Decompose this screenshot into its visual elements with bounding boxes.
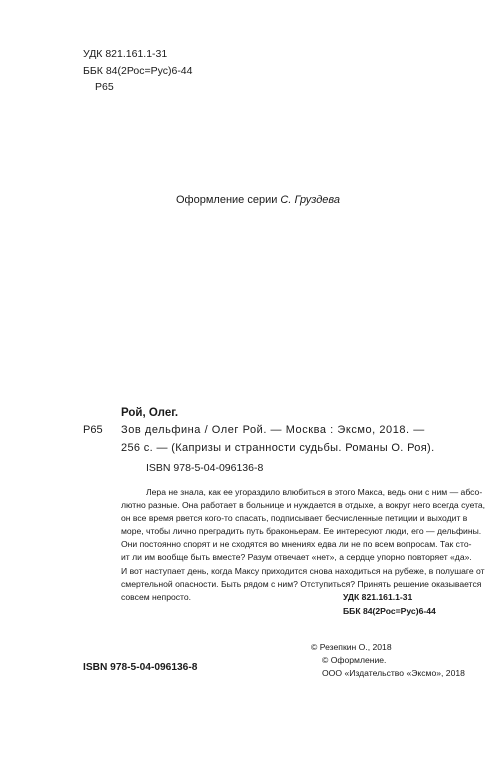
- author-heading: Рой, Олег.: [121, 407, 179, 419]
- udk-code-bottom: УДК 821.161.1-31: [343, 592, 413, 602]
- author-mark: Р65: [95, 81, 114, 93]
- isbn-bottom: ISBN 978-5-04-096136-8: [83, 662, 198, 673]
- annotation-text: [121, 486, 486, 604]
- annotation-line: Лера не знала, как ее угораздило влюбиться в этого Макса, ведь они с ним — абсо-: [146, 487, 483, 497]
- annotation-line: И вот наступает день, когда Максу приходится снова находиться на рубеже, в полушаге от: [121, 565, 485, 576]
- annotation-line: лютно разные. Она работает в больнице и нуждается в отдыхе, а вокруг него всегда суета,: [121, 500, 486, 511]
- classification-codes-bottom: [343, 590, 436, 618]
- copyright-design: © Оформление.: [322, 654, 387, 665]
- author-mark-left: Р65: [83, 424, 103, 436]
- bibliographic-line-2: 256 с. — (Капризы и странности судьбы. Романы О. Роя).: [121, 442, 435, 454]
- bibliographic-line-1: Зов дельфина / Олег Рой. — Москва : Эксмо, 2018. —: [121, 424, 425, 436]
- annotation-line: море, чтобы лично преградить путь браконьерам. Ее интересуют люди, его — дельфины.: [121, 526, 482, 537]
- udk-code: УДК 821.161.1-31: [83, 48, 168, 60]
- isbn-main: ISBN 978-5-04-096136-8: [146, 462, 264, 474]
- copyright-author: © Резепкин О., 2018: [311, 642, 392, 652]
- annotation-line: Они постоянно спорят и не сходятся во мнениях едва ли не по всем вопросам. Так сто-: [121, 539, 472, 550]
- bbk-code: ББК 84(2Рос=Рус)6-44: [83, 64, 193, 77]
- series-design-credit: [176, 194, 340, 206]
- bbk-code-bottom: ББК 84(2Рос=Рус)6-44: [343, 606, 436, 616]
- copyright-block: [311, 641, 465, 679]
- annotation-line: смертельной опасности. Быть рядом с ним? Отступиться? Принять решение оказывается: [121, 578, 482, 589]
- series-design-label: Оформление серии: [176, 194, 278, 206]
- copyright-publisher: ООО «Издательство «Эксмо», 2018: [322, 667, 465, 678]
- classification-codes-top: [83, 46, 193, 96]
- series-designer-name: С. Груздева: [280, 194, 341, 206]
- annotation-line: ит ли им вообще быть вместе? Разум отвечает «нет», а сердце упорно повторяет «да».: [121, 552, 472, 563]
- annotation-line: совсем непросто.: [121, 591, 192, 602]
- annotation-line: он все время рвется кого-то спасать, подписывает бесчисленные петиции и выходит в: [121, 513, 468, 524]
